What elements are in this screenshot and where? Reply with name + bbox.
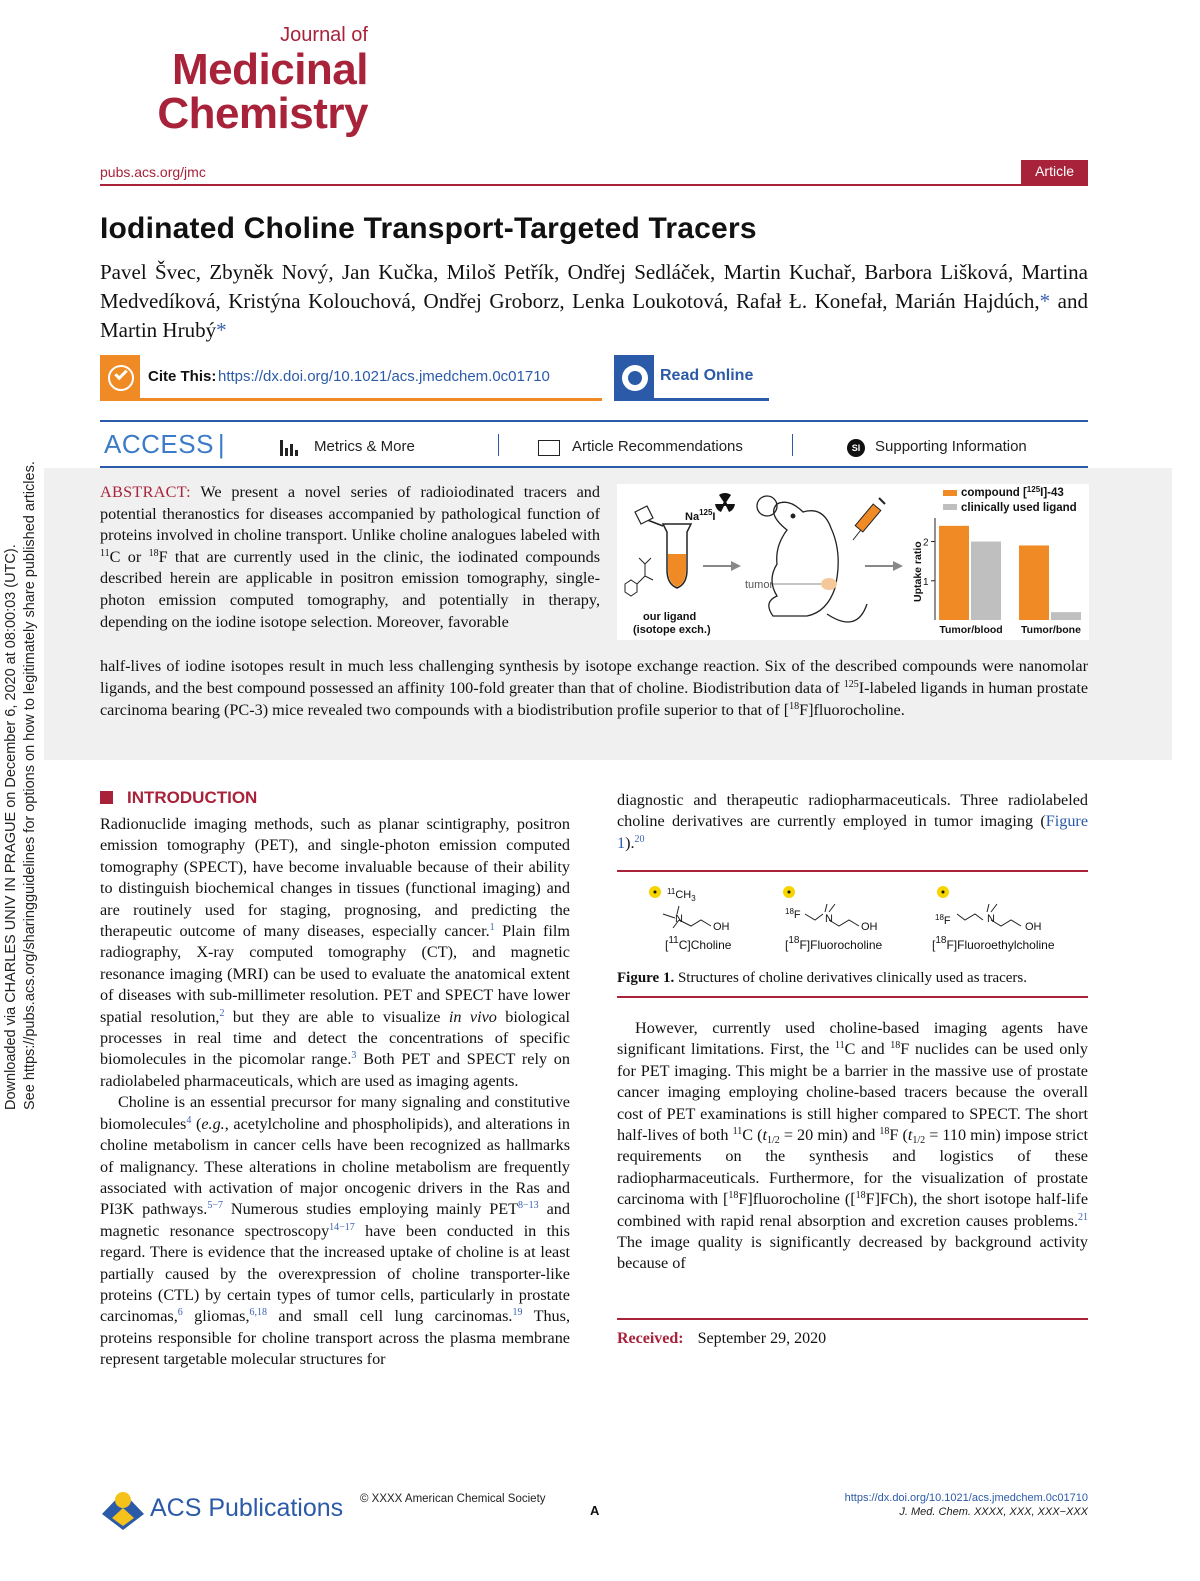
superscript: 18 xyxy=(879,1126,890,1138)
superscript: 18 xyxy=(855,1190,866,1202)
text: However, currently used choline-based imaging agents have significant limitations. First, the xyxy=(617,1019,1088,1059)
abstract-text xyxy=(100,482,600,633)
introduction-section xyxy=(100,788,570,1371)
text: , acetylcholine and phospholipids), and alterations in choline metabolism in cancer cells have been recognized as hallmarks of malignancy. These alterations in choline metabolism are frequently associated with activation of major oncogenic drivers in the Ras and PI3K pathways. xyxy=(100,1114,571,1219)
cite-this-box xyxy=(100,355,602,401)
corresponding-author-star[interactable]: * xyxy=(216,318,227,342)
read-online-label: Read Online xyxy=(660,367,754,384)
superscript: 18 xyxy=(890,1040,901,1052)
text: C and xyxy=(844,1040,891,1059)
reference-link[interactable]: 5−7 xyxy=(207,1200,223,1212)
download-notice-line1: Downloaded via CHARLES UNIV IN PRAGUE on December 6, 2020 at 08:00:03 (UTC). xyxy=(3,544,19,1110)
superscript: 18 xyxy=(789,701,800,713)
abstract-text-continued xyxy=(100,655,1088,722)
reference-link[interactable]: 20 xyxy=(634,833,645,845)
acs-publications-text: ACS Publications xyxy=(150,1494,344,1522)
structure-f: $^{18}$F xyxy=(785,907,801,921)
tumor-spot xyxy=(821,578,837,590)
right-column-top xyxy=(617,790,1088,854)
footer-journal-ref: J. Med. Chem. XXXX, XXX, XXX−XXX xyxy=(899,1506,1088,1518)
chart-category-label: Tumor/blood xyxy=(939,624,1003,636)
intro-paragraph-2 xyxy=(100,1092,570,1370)
right-column-body xyxy=(617,1018,1088,1275)
figure-1-structures xyxy=(617,880,1088,944)
figure-1-link[interactable]: Figure 1 xyxy=(617,812,1088,852)
article-type-badge: Article xyxy=(1021,160,1088,184)
text: t xyxy=(907,1126,913,1145)
chart-bar-compound-tumor-bone xyxy=(1019,545,1049,620)
text: Numerous studies employing mainly PET xyxy=(222,1200,519,1219)
metrics-more-link[interactable]: Metrics & More xyxy=(314,438,415,455)
download-notice-line2: See https://pubs.acs.org/sharingguidelines for options on how to legitimately share published articles. xyxy=(22,461,38,1110)
received-label: Received: xyxy=(617,1330,684,1347)
superscript: 11 xyxy=(835,1040,845,1052)
text: and magnetic resonance spectroscopy xyxy=(100,1200,570,1240)
received-date xyxy=(617,1318,1088,1348)
structure-oh: OH xyxy=(713,921,730,933)
abstract-text-part: F]fluorocholine. xyxy=(799,701,905,720)
text: = 110 min) impose strict requirements on the synthesis and logistics of these radiopharmaceuticals. Furthermore, for the visualization of prostate carcinoma with [ xyxy=(617,1126,1089,1209)
bar-chart xyxy=(923,518,1081,636)
chart-y-tick-label: 1 xyxy=(923,576,929,588)
ligand-label-1: our ligand xyxy=(643,611,697,623)
abstract-text-part: F that are currently used in the clinic, the iodinated compounds described herein are applicable in positron emission tomography, single-photon emission computed tomography, and potentially in therapy, depending on the iodine isotope selection. Moreover, favorable xyxy=(100,547,601,631)
cite-check-icon xyxy=(100,355,140,401)
journal-logo[interactable] xyxy=(148,22,368,136)
text: Choline is an essential precursor for many signaling and constitutive biomolecules xyxy=(100,1093,570,1133)
acs-publications-logo[interactable] xyxy=(100,1486,350,1532)
text: t xyxy=(762,1126,768,1145)
abstract-heading: ABSTRACT: xyxy=(100,483,191,501)
introduction-heading-text: INTRODUCTION xyxy=(127,788,258,807)
section-square-icon xyxy=(100,791,113,804)
text: gliomas, xyxy=(182,1307,250,1326)
text: The image quality is significantly decreased by background activity because of xyxy=(617,1233,1088,1273)
si-icon: SI xyxy=(847,439,865,457)
text: F]FCh), the short isotope half-life combined with rapid renal absorption and excretion causes problems. xyxy=(617,1190,1088,1230)
text: C ( xyxy=(742,1126,763,1145)
legend-swatch-clinical xyxy=(943,504,957,510)
text: and small cell lung carcinomas. xyxy=(267,1307,513,1326)
article-title: Iodinated Choline Transport-Targeted Tracers xyxy=(100,212,757,245)
chart-bar-compound-tumor-blood xyxy=(939,526,969,620)
structure-f: $^{18}$F xyxy=(935,913,951,927)
reference-link[interactable]: 6,18 xyxy=(249,1307,267,1319)
structure-oh: OH xyxy=(861,921,878,933)
page-number: A xyxy=(590,1503,600,1518)
text: = 20 min) and xyxy=(779,1126,880,1145)
reference-link[interactable]: 6 xyxy=(177,1307,183,1319)
chart-bar-clinical-tumor-blood xyxy=(971,542,1001,620)
received-value: September 29, 2020 xyxy=(697,1330,827,1347)
footer-citation xyxy=(845,1491,1088,1519)
journal-url-link[interactable]: pubs.acs.org/jmc xyxy=(100,164,206,180)
document-icon xyxy=(538,440,560,456)
abstract-text-part: I-labeled ligands in human prostate carcinoma bearing (PC-3) mice revealed two compounds with a biodistribution profile superior to that of [ xyxy=(100,679,1088,720)
radiation-icon xyxy=(715,493,735,512)
structure-n: N xyxy=(987,913,995,925)
text: but they are able to visualize xyxy=(224,1007,449,1026)
text: have been conducted in this regard. There is evidence that the increased uptake of choline is at least partially caused by the overexpression of choline transporter-like proteins (CTL) by certain types of tumor cells, particularly in prostate carcinomas, xyxy=(100,1221,570,1326)
tumor-label: tumor xyxy=(745,579,774,591)
bar-chart-icon xyxy=(280,440,300,456)
legend-clinical: clinically used ligand xyxy=(961,502,1077,514)
toc-graphic-svg xyxy=(617,484,1089,640)
reference-link[interactable]: 4 xyxy=(186,1114,192,1126)
figure-label-fluoroethylcholine: [$^{18}$F]Fluoroethylcholine xyxy=(932,935,1055,952)
journal-logo-line3: Chemistry xyxy=(157,89,368,138)
arrow-icon xyxy=(865,561,903,571)
corresponding-author-star[interactable]: * xyxy=(1039,289,1051,313)
text: Radionuclide imaging methods, such as planar scintigraphy, positron emission tomography (PET), and single-photon emission computed tomography (SPECT), have become invaluable because of their ability to distinguish biochemical changes in tissues (functional imaging) and are routinely used for staging, prognosing, and predicting the therapeutic outcome of many diseases, especially cancer. xyxy=(100,815,570,941)
text: biological processes in real time and detect the concentrations of specific biomolecules in the picomolar range. xyxy=(100,1007,571,1069)
legend-compound: compound [$^{125}$I]-43 xyxy=(961,485,1064,499)
copyright-notice: © XXXX American Chemical Society xyxy=(360,1493,546,1505)
figure-1-caption xyxy=(617,970,1027,987)
globe-icon xyxy=(614,355,654,401)
superscript: 18 xyxy=(728,1190,739,1202)
text: F]fluorocholine ([ xyxy=(738,1190,856,1209)
subscript: 1/2 xyxy=(767,1135,780,1147)
superscript: 125 xyxy=(843,679,859,691)
journal-logo-line2: Medicinal xyxy=(172,45,368,94)
structure-n: N xyxy=(825,913,833,925)
na-label: Na$^{125}$I xyxy=(685,508,716,523)
text: in vivo xyxy=(448,1007,497,1026)
ligand-label-2: (isotope exch.) xyxy=(633,624,711,636)
ligand-structure-icon xyxy=(625,558,653,596)
text: F ( xyxy=(889,1126,908,1145)
chart-bar-clinical-tumor-bone xyxy=(1051,612,1081,620)
acs-logo-icon xyxy=(100,1486,146,1532)
authors-text: Pavel Švec, Zbyněk Nový, Jan Kučka, Miloš Petřík, Ondřej Sedláček, Martin Kuchař, Barbora Lišková, Martina Medvedíková, Kristýna Kolouchová, Ondřej Groborz, Lenka Loukotová, Rafał Ł. Konefał, Marián Hajdúch, xyxy=(100,260,1088,313)
figure-label-fluorocholine: [$^{18}$F]Fluorocholine xyxy=(785,935,883,952)
supporting-information-link[interactable]: Supporting Information xyxy=(875,438,1027,455)
figure-label-choline: [$^{11}$C]Choline xyxy=(665,935,732,952)
article-recommendations-link[interactable]: Article Recommendations xyxy=(572,438,743,455)
right-paragraph-0 xyxy=(617,790,1088,854)
cite-this-label: Cite This: xyxy=(148,368,217,385)
download-notice xyxy=(0,461,44,1110)
text: Both PET and SPECT rely on radiolabeled pharmaceuticals, which are used as imaging agents. xyxy=(100,1050,570,1090)
access-label xyxy=(100,428,225,460)
chart-y-axis-label: Uptake ratio xyxy=(912,541,924,602)
reference-link[interactable]: 21 xyxy=(1078,1211,1088,1223)
legend-swatch-compound xyxy=(943,490,957,496)
access-divider-1 xyxy=(498,434,499,456)
intro-paragraph-1 xyxy=(100,814,570,1092)
figure-1-caption-text: Structures of choline derivatives clinically used as tracers. xyxy=(674,970,1028,986)
abstract-text-part: C or xyxy=(109,547,149,566)
figure-1[interactable] xyxy=(617,870,1088,998)
text: Thus, proteins responsible for choline transport across the plasma membrane represent targetable molecular structures for xyxy=(100,1307,570,1369)
right-paragraph-1 xyxy=(617,1018,1088,1275)
vial-icon xyxy=(635,506,691,588)
reference-link[interactable]: 1 xyxy=(489,922,495,934)
structure-n: N xyxy=(675,913,683,925)
text: ( xyxy=(191,1114,202,1133)
syringe-icon xyxy=(853,498,885,540)
mouse-icon xyxy=(757,496,867,622)
reference-link[interactable]: 19 xyxy=(512,1307,523,1319)
access-bar xyxy=(100,420,1088,468)
superscript: 11 xyxy=(732,1126,743,1138)
structure-ch3: $^{11}CH_3$ xyxy=(667,887,696,903)
abstract-text-part: We present a novel series of radioiodinated tracers and potential theranostics for diseases accompanied by pathological function of proteins involved in choline transport. Unlike choline analogues labeled with xyxy=(100,483,600,545)
journal-logo-line1: Journal of xyxy=(280,24,368,46)
access-divider-2 xyxy=(792,434,793,456)
text: diagnostic and therapeutic radiopharmaceuticals. Three radiolabeled choline derivatives are currently employed in tumor imaging ( xyxy=(617,791,1088,831)
reference-link[interactable]: 8−13 xyxy=(518,1200,539,1212)
subscript: 1/2 xyxy=(912,1135,926,1147)
superscript: 18 xyxy=(148,547,159,559)
footer-doi-link[interactable]: https://dx.doi.org/10.1021/acs.jmedchem.0c01710 xyxy=(844,1492,1088,1504)
superscript: 11 xyxy=(100,547,110,559)
text: ). xyxy=(625,833,635,852)
chart-y-tick-label: 2 xyxy=(923,537,929,549)
text: e.g. xyxy=(201,1114,225,1133)
arrow-icon xyxy=(703,561,741,571)
figure-1-caption-label: Figure 1. xyxy=(617,970,675,986)
access-text: ACCESS xyxy=(104,429,214,459)
access-divider: | xyxy=(217,429,226,459)
reference-link[interactable]: 14−17 xyxy=(329,1221,355,1233)
structure-oh: OH xyxy=(1025,921,1042,933)
read-online-button[interactable] xyxy=(614,355,769,401)
abstract-text-part: half-lives of iodine isotopes result in much less challenging synthesis by isotope exchange reaction. Six of the described compounds were nanomolar ligands, and the best compound possessed an affinity 100-fold greater than that of choline. Biodistribution data of xyxy=(100,657,1088,698)
authors-last: and Martin Hrubý xyxy=(100,289,1088,342)
toc-graphic[interactable] xyxy=(617,484,1089,640)
cite-doi-link[interactable]: https://dx.doi.org/10.1021/acs.jmedchem.0c01710 xyxy=(218,368,550,385)
introduction-heading xyxy=(100,788,570,808)
chart-category-label: Tumor/bone xyxy=(1021,624,1081,636)
text: F nuclides can be used only for PET imaging. This might be a barrier in the massive use of prostate cancer imaging employing choline-based tracers because the overall cost of PET examinations is still higher compared to SPECT. The short half-lives of both xyxy=(617,1040,1088,1145)
header-bar xyxy=(100,162,1088,186)
author-list xyxy=(100,258,1088,345)
reference-link[interactable]: 3 xyxy=(351,1050,357,1062)
text: Plain film radiography, X-ray computed tomography (CT), and magnetic resonance imaging (MRI) can be used to evaluate the anatomical extent of diseases with sub-millimeter resolution. PET and SPECT have lower spatial resolution, xyxy=(100,922,570,1026)
reference-link[interactable]: 2 xyxy=(219,1007,225,1019)
